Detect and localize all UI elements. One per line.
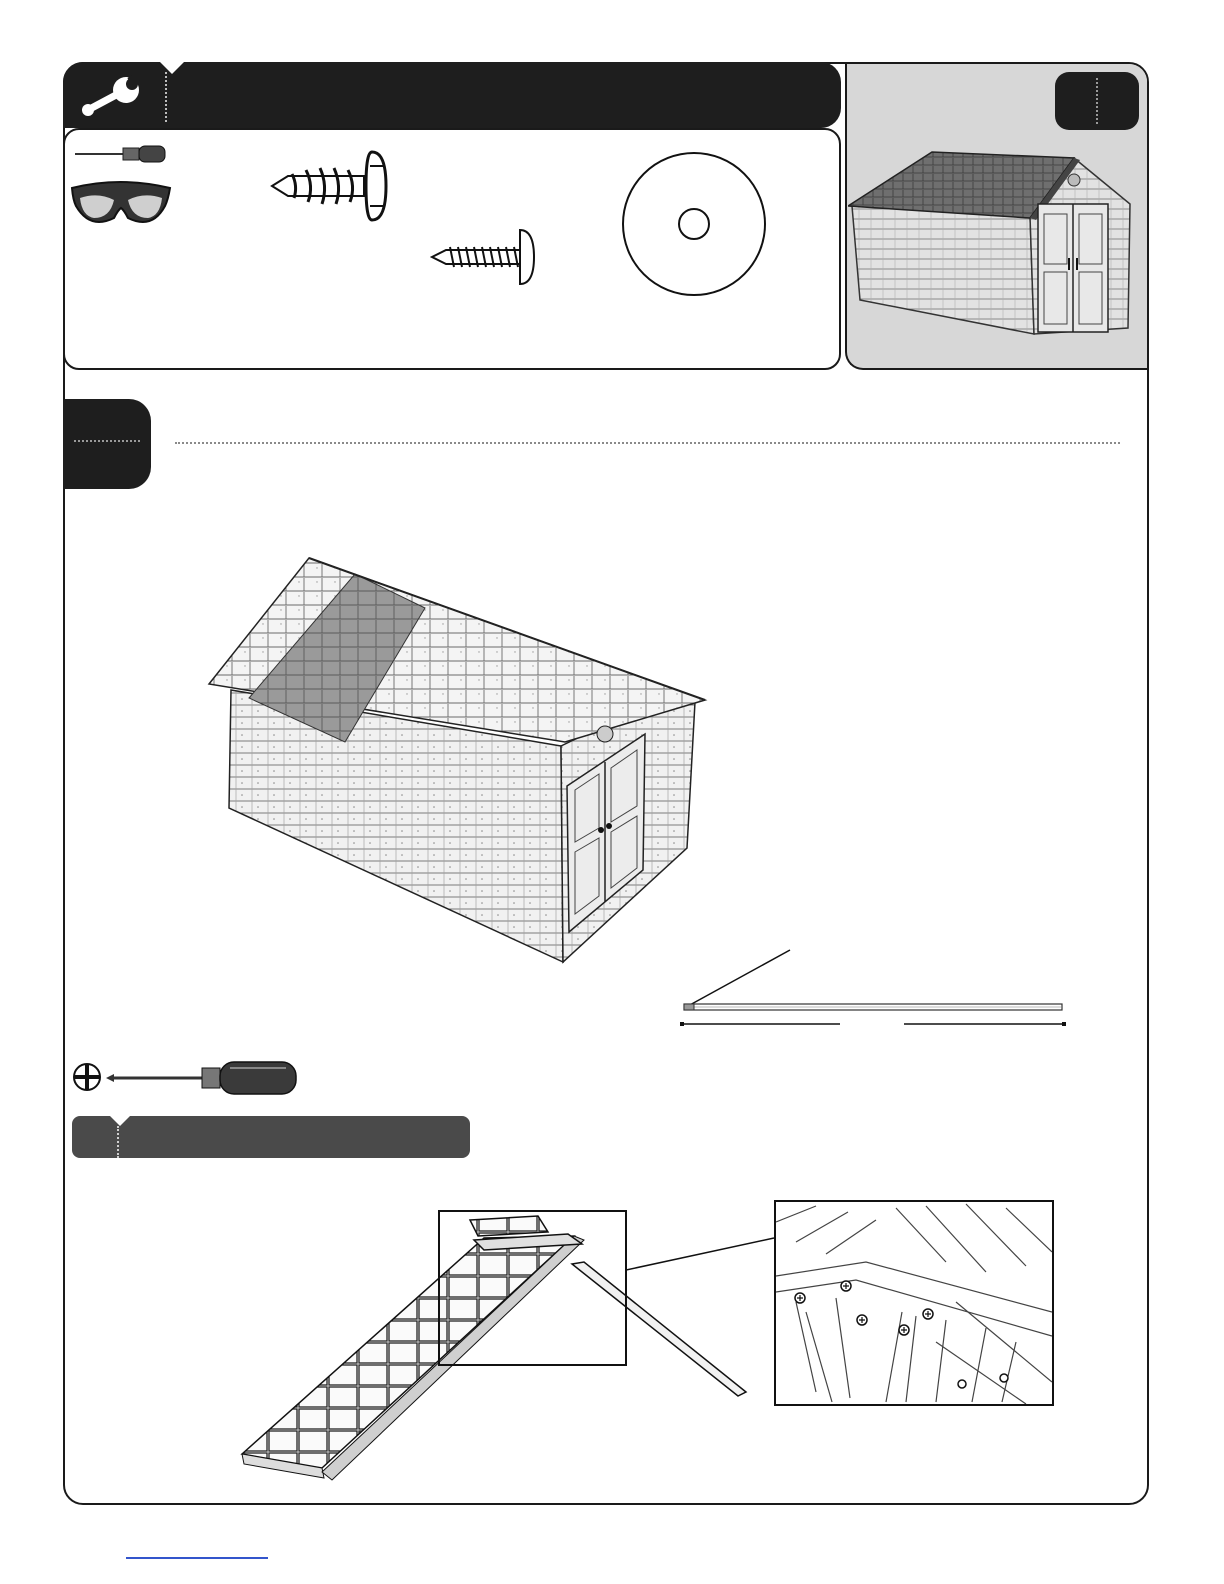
zoom-leader-line <box>626 1236 776 1272</box>
header-divider <box>165 72 167 122</box>
screwdriver-icon <box>73 144 169 164</box>
shed-roof-assembly <box>205 550 715 970</box>
sheet-metal-screw-icon <box>430 226 540 288</box>
coarse-screw-icon <box>266 146 392 222</box>
zoom-region-box <box>438 1210 627 1366</box>
page-badge-divider <box>1096 78 1098 124</box>
step-tab-divider <box>74 440 140 442</box>
step-number-tab <box>63 399 151 489</box>
ridge-cap-leader <box>688 950 790 1006</box>
finished-shed-preview <box>848 150 1140 336</box>
footer-link-underline[interactable] <box>126 1557 268 1559</box>
screw-detail-drawing <box>776 1202 1052 1404</box>
screw-detail-closeup <box>774 1200 1054 1406</box>
substep-divider <box>117 1126 119 1158</box>
washer-icon <box>620 150 768 298</box>
safety-glasses-icon <box>70 178 172 234</box>
phillips-head-icon <box>72 1062 102 1092</box>
substep-notch <box>110 1116 130 1128</box>
step-heading-rule <box>175 442 1120 444</box>
ridge-cap-bar <box>676 946 1076 1030</box>
wrench-icon <box>80 74 146 118</box>
substep-bar <box>72 1116 470 1158</box>
header-notch <box>160 62 184 76</box>
screwdriver-icon <box>106 1058 300 1098</box>
